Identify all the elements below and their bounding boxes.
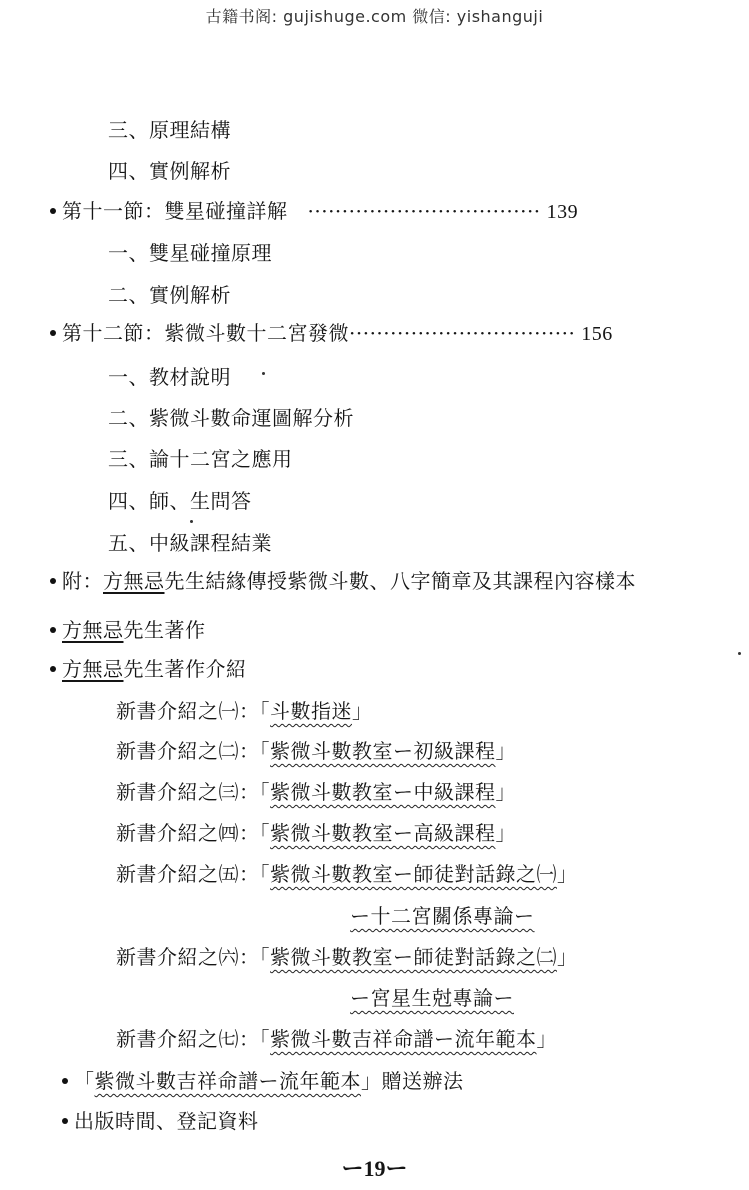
bullet-icon: [50, 666, 56, 672]
bracket-open: 「: [259, 945, 270, 969]
bracket-close: 」: [495, 821, 516, 845]
book-title: 紫微斗數教室ー師徒對話錄之㈠: [270, 862, 557, 886]
bracket-open: 「: [259, 862, 270, 886]
works-intro-text: 先生著作介紹: [123, 657, 247, 681]
book-label: 新書介紹之㈣：: [116, 821, 260, 845]
book-subtitle: [350, 903, 535, 929]
book-entry: [116, 738, 516, 764]
bullet-icon: [50, 627, 56, 633]
book-title: 紫微斗數教室ー師徒對話錄之㈡: [270, 945, 557, 969]
toc-item-s11-1: 一、雙星碰撞原理: [108, 241, 272, 265]
book-entry: [116, 1026, 557, 1052]
book-entry: [116, 779, 516, 805]
works-text: 先生著作: [123, 618, 206, 642]
book-label: 新書介紹之㈦：: [116, 1027, 260, 1051]
pubinfo-text: 出版時間、登記資料: [74, 1109, 259, 1133]
toc-item-s12-5: 五、中級課程結業: [108, 531, 272, 555]
section-title: 第十二節：紫微斗數十二宮發微: [62, 321, 349, 345]
toc-section-11: [50, 198, 578, 225]
bracket-close: 」: [557, 945, 578, 969]
book-entry: [116, 944, 578, 970]
bracket-close: 」: [361, 1069, 382, 1093]
book-label: 新書介紹之㈡：: [116, 739, 260, 763]
section-title: 第十一節：雙星碰撞詳解: [62, 199, 288, 223]
gift-title: 紫微斗數吉祥命譜ー流年範本: [94, 1069, 361, 1093]
scan-speck: [738, 652, 741, 655]
bracket-open: 「: [74, 1069, 95, 1093]
page-number: 156: [581, 323, 613, 345]
bracket-close: 」: [495, 739, 516, 763]
bracket-close: 」: [557, 862, 578, 886]
bracket-open: 「: [259, 699, 270, 723]
book-subtitle: [350, 985, 514, 1011]
book-subtitle-text: ー十二宮關係專論ー: [350, 904, 535, 928]
bracket-open: 「: [259, 1027, 270, 1051]
book-label: 新書介紹之㈤：: [116, 862, 260, 886]
page-number: 139: [546, 201, 579, 223]
gift-text: 贈送辦法: [381, 1069, 464, 1093]
book-label: 新書介紹之㈥：: [116, 945, 260, 969]
toc-appendix: [50, 568, 636, 594]
book-title: 紫微斗數教室ー初級課程: [270, 739, 496, 763]
toc-works-intro: [50, 656, 247, 682]
toc-item-s10-4: 四、實例解析: [108, 159, 231, 183]
bracket-close: 」: [536, 1027, 557, 1051]
book-title: 紫微斗數教室ー中級課程: [270, 780, 496, 804]
book-title: 紫微斗數吉祥命譜ー流年範本: [270, 1027, 537, 1051]
toc-item-s12-1: 一、教材說明: [108, 365, 231, 389]
book-entry: [116, 820, 516, 846]
book-title: 紫微斗數教室ー高級課程: [270, 821, 496, 845]
bullet-icon: [50, 578, 56, 584]
toc-item-s12-3: 三、論十二宮之應用: [108, 447, 293, 471]
toc-works: [50, 617, 206, 643]
book-label: 新書介紹之㈢：: [116, 780, 260, 804]
author-name: 方無忌: [62, 618, 124, 642]
bullet-icon: [50, 330, 56, 336]
bracket-open: 「: [259, 739, 270, 763]
page-footer-number: ー19ー: [341, 1156, 408, 1181]
bracket-open: 「: [259, 780, 270, 804]
bracket-close: 」: [495, 780, 516, 804]
appendix-prefix: 附：: [62, 569, 103, 593]
toc-pubinfo: [62, 1108, 259, 1134]
bracket-open: 「: [259, 821, 270, 845]
bracket-close: 」: [352, 699, 373, 723]
bullet-icon: [62, 1078, 68, 1084]
toc-section-12: [50, 320, 613, 347]
toc-item-s12-4: 四、師、生問答: [108, 489, 252, 513]
leader-dots: ·································: [349, 321, 576, 345]
book-title: 斗數指迷: [270, 699, 352, 723]
scan-speck: [262, 372, 265, 375]
book-label: 新書介紹之㈠：: [116, 699, 260, 723]
bullet-icon: [50, 208, 56, 214]
book-entry: [116, 698, 373, 724]
leader-dots: ··································: [307, 199, 541, 223]
author-name: 方無忌: [103, 569, 165, 593]
author-name: 方無忌: [62, 657, 124, 681]
bullet-icon: [62, 1118, 68, 1124]
book-subtitle-text: ー宮星生尅專論ー: [350, 986, 514, 1010]
appendix-text: 先生結緣傳授紫微斗數、八字簡章及其課程內容樣本: [164, 569, 636, 593]
toc-gift: [62, 1068, 464, 1094]
watermark-text: 古籍书阁: gujishuge.com 微信: yishanguji: [205, 7, 544, 26]
scan-speck: [190, 520, 193, 523]
toc-item-s10-3: 三、原理結構: [108, 118, 231, 142]
book-entry: [116, 861, 578, 887]
toc-item-s11-2: 二、實例解析: [108, 283, 231, 307]
toc-item-s12-2: 二、紫微斗數命運圖解分析: [108, 406, 354, 430]
